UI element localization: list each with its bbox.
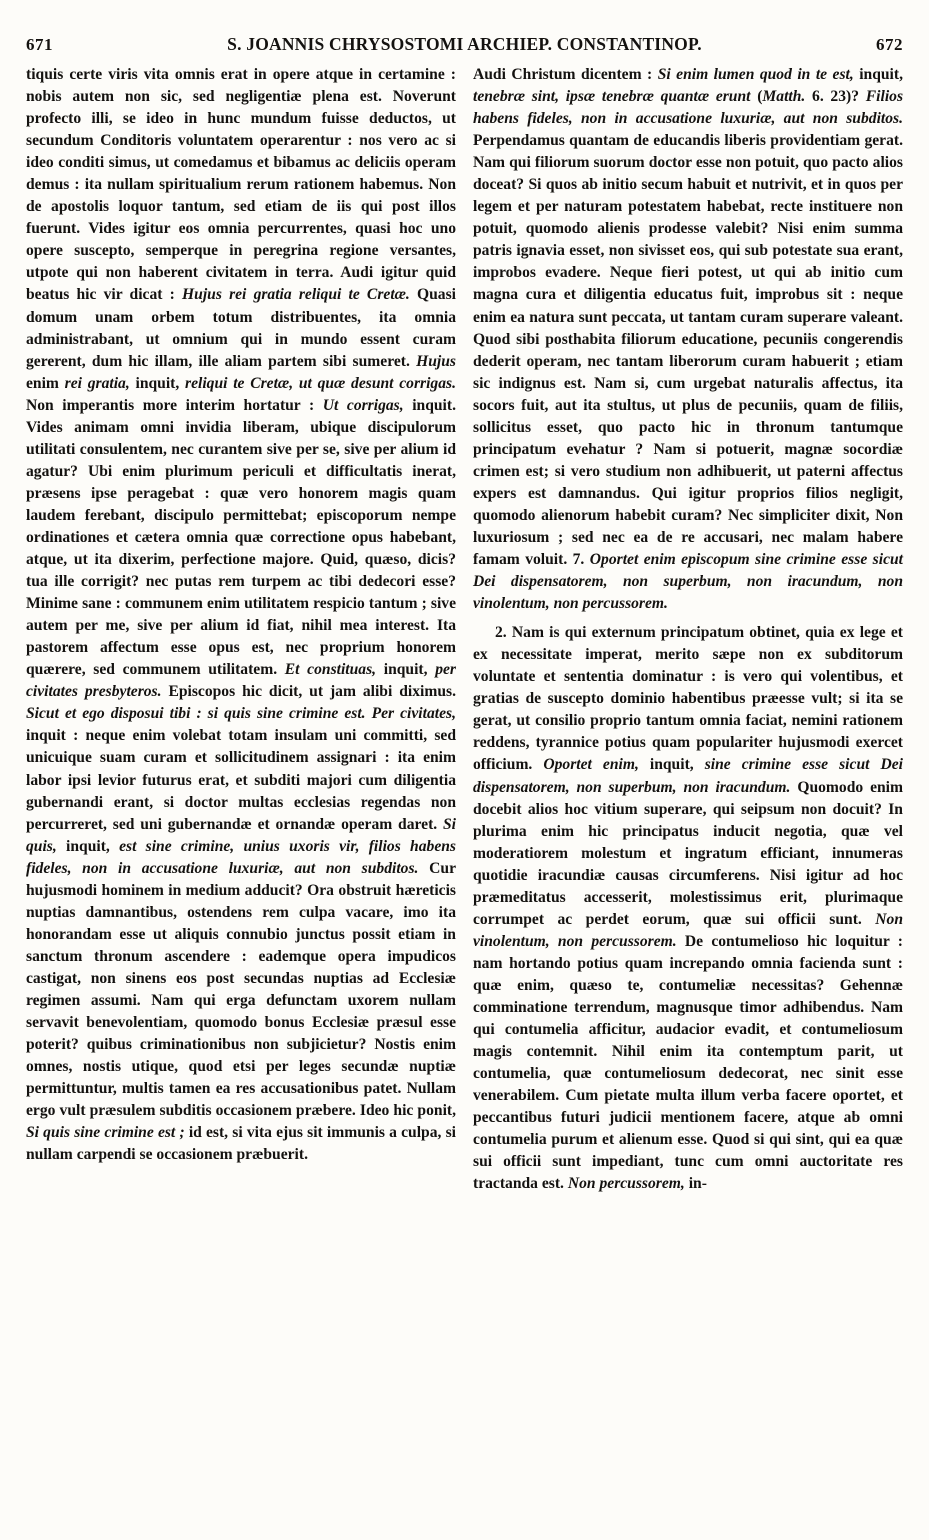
italic-run: Matth. [762, 88, 806, 106]
right-paragraph-1 [473, 64, 903, 615]
running-header [26, 34, 903, 60]
text-run: De contumelioso hic loquitur : nam hortando potius quam increpando omnia facienda sunt : quæ enim, quæso te, contumeliæ necessitas? Gehennæ comminatione terrendum, magnusque timor adhibendus. Nam qui contumelia afficitur, audacior evadit, et contumeliosum magis contemnit. Nihil enim ita contemptum parit, ut contumelia, quæ contumeliosum dedecorat, nec sinit esse venerabilem. Cum pietate multa illum verba facere oportet, et peccantibus futuri judicii mentionem facere, atque ab omni contumelia purum et alienum esse. Quod si qui sint, qui ea quæ sui officii sunt impediant, tunc cum omni auctoritate res tractanda est. [473, 932, 903, 1193]
italic-run: Oportet enim, [543, 756, 639, 774]
right-column [473, 64, 903, 1195]
text-run: inquit, [376, 661, 436, 679]
italic-run: Si quis, [26, 815, 456, 855]
text-run: Audi Christum dicentem : [473, 66, 658, 83]
text-run: Perpendamus quantam de educandis liberis providentiam gerat. Nam qui filiorum suorum doctor esse non potuit, quo pacto alios doceat? Si quos ab initio secum habuit et nutrivit, et in quos per legem et per naturam potestatem habebat, recte instituere non potuit, quomodo alienis prodesse valebit? Nisi enim summa patris ignavia esset, non sivisset eos, qui sub potestate sua erant, improbos evadere. Neque fieri potest, ut qui ab initio cum magna cura et diligentia educatus fuit, improbus sit : neque enim ea natura sunt peccata, ut tantam curam superare valeant. Quod sibi posthabita filiorum educatione, pecuniis congerendis dederit operam, nec tantam liberorum curam habuerit ; etiam sic indignus est. Nam si, cum urgebat naturalis affectus, ita socors fuit, aut ita stultus, ut plus de pecuniis, quam de filiis, sollicitus esset, quo pacto hic in thronum tantumque principatum evehatur ? Nam si potuerit, magnæ socordiæ crimen est; si vero studium non adhibuerit, ut paterni affectus expers est damnandus. Qui igitur proprios filios negligit, quomodo alienorum habebit curam? Nec simpliciter dixit, Non luxuriosum ; sed nec ea de re accusari, nec malam habere famam voluit. 7. [473, 132, 903, 569]
left-paragraph-1 [26, 64, 456, 1166]
text-run: Episcopos hic dicit, ut jam alibi diximus. [161, 683, 456, 701]
text-run: 2. Nam is qui externum principatum obtinet, quia ex lege et ex necessitate imperat, merito sæpe non ex subditorum voluntate et sententia dominatur : is vero qui volentibus, et gratias de suscepto dominio habentibus præesse vult; si ita se gerat, ut consilio proprio tantum omnia faciat, nemini rationem reddens, tyrannice potius quam populariter hujusmodi exercet officium. [473, 624, 903, 774]
text-run: inquit, [638, 756, 705, 774]
italic-run: Oportet enim episcopum sine crimine esse sicut Dei dispensatorem, non superbum, non iracundum, non vinolentum, non percussorem. [473, 551, 903, 613]
page-number-right: 672 [876, 35, 903, 54]
right-paragraph-2 [473, 622, 903, 1195]
italic-run: Hujus [416, 352, 456, 370]
text-run: inquit, [129, 374, 186, 392]
italic-run: Non vinolentum, non percussorem. [473, 910, 903, 950]
italic-run: Filios habens fideles, non in accusatione luxuriæ, aut non subditos. [473, 88, 904, 128]
text-run: 6. 23)? [805, 88, 866, 106]
italic-run: rei gratia, [64, 374, 130, 392]
text-run: enim [26, 374, 65, 392]
italic-run: Si quis sine crimine est ; [26, 1124, 185, 1142]
text-run: inquit, [853, 66, 903, 83]
page-number-left: 671 [26, 35, 53, 54]
text-run: Quomodo enim docebit alios hoc vitium superare, qui seipsum non docuit? In plurima enim hic principatus inducit negotia, quæ vel moderatiorem molestum et ingratum efficiant, innumeras quotidie iracundiæ causas circumferens. Nisi igitur ad hoc præmeditatus accesserit, molestissimus erit, plurimaque corrumpet ac perdet eorum, quæ sui officii sunt. [473, 778, 903, 928]
text-run: id est, si vita ejus sit immunis a culpa, si nullam carpendi se occasionem præbuerit. [26, 1124, 456, 1164]
italic-run: reliqui te Cretæ, ut quæ desunt corrigas. [185, 374, 456, 392]
running-title: S. JOANNIS CHRYSOSTOMI ARCHIEP. CONSTANTINOP. [227, 34, 702, 54]
italic-run: est sine crimine, unius uxoris vir, filios habens fideles, non in accusatione luxuriæ, aut non subditos. [26, 837, 456, 877]
italic-run: Si enim lumen quod in te est, [657, 66, 854, 83]
italic-run: Et constituas, [284, 661, 377, 679]
text-run: Cur hujusmodi hominem in medium adducit? Ora obstruit hæreticis nuptias damnantibus, ostendens rem culpa vacare, imo ita honorandam esse ut aliquis connubio junctus possit etiam in sanctum thronum ascendere : eademque opera impudicos castigat, non sinens eos post secundas nuptias ad Ecclesiæ regimen assumi. Nam qui erga defunctam uxorem nullam servavit benevolentiam, quomodo bonus Ecclesiæ præsul esse poterit? quibus criminationibus non subjicietur? Nostis enim omnes, nostis utique, quod etsi per leges secundæ nuptiæ permittuntur, multis tamen ea res accusationibus patet. Nullam ergo vult præsulem subditis occasionem præbere. Ideo hic ponit, [26, 859, 457, 1120]
text-run: in- [684, 1175, 707, 1193]
text-run: Quasi domum unam orbem totum distribuentes, ita omnia administrabant, ut omnium qui in mundo essent curam gererent, dum hic illam, ille aliam partem sibi sumeret. [26, 286, 456, 370]
text-columns [26, 64, 903, 1195]
text-run: inquit, [56, 837, 120, 855]
italic-run: per civitates presbyteros. [26, 661, 456, 701]
italic-run: tenebræ sint, ipsæ tenebræ quantæ erunt [473, 88, 751, 106]
italic-run: Non percussorem, [567, 1175, 685, 1193]
text-run: ( [750, 88, 763, 106]
italic-run: Sicut et ego disposui tibi : si quis sine crimine est. Per civitates, [26, 705, 456, 723]
italic-run: sine crimine esse sicut Dei dispensatorem, non superbum, non iracundum. [473, 756, 903, 796]
text-run: tiquis certe viris vita omnis erat in opere atque in certamine : nobis autem non sic, sed negligentiæ plena est. Noverunt profecto illi, se ideo in hunc mundum fuisse deductos, ut secundum Conditoris voluntatem operarentur : nos vero ac si ideo conditi simus, ut comedamus et bibamus ac deliciis operam demus : ita nullam spiritualium rerum rationem habemus. Non de apostolis loquor tantum, sed etiam de iis qui post illos fuerunt. Vides igitur eos omnia percurrentes, quasi hoc uno opere suscepto, semperque in peregrina regione versantes, utpote qui non haberent civitatem in terra. Audi igitur quid beatus hic vir dicat : [26, 66, 456, 304]
left-column [26, 64, 456, 1195]
italic-run: Hujus rei gratia reliqui te Cretæ. [182, 286, 410, 304]
text-run: Non imperantis more interim hortatur : [26, 396, 323, 414]
text-run: inquit : neque enim volebat totam insulam uni committi, sed unicuique suam curam et sollicitudinem assignari : ita enim labor ipsi levior futurus erat, et subditi majori cum diligentia gubernandi erant, si doctor multas ecclesias regendas non percurreret, sed uni gubernandæ et ornandæ operam daret. [26, 727, 456, 833]
italic-run: Ut corrigas, [322, 396, 404, 414]
text-run: inquit. Vides animam omni invidia liberam, ubique discipulorum utilitati consulentem, nec curantem sive per se, sive per alium id agatur? Ubi enim plurimum periculi et difficultatis inerat, præsens ipse peragebat : quæ vero honorem magis quam laudem ferebant, discipulo permittebat; episcoporum nempe ordinationes et cætera omnia quæ correctione opus habebant, atque, ut ita dixerim, perfectione majore. Quid, quæso, dicis? tua ille corrigit? nec putas rem turpem ac tibi dedecori esse? Minime sane : communem enim utilitatem respicio tantum ; sive autem per me, sive per alium id fiat, nihil mea interest. Ita pastorem affectum esse opus est, nec proprium honorem quærere, sed communem utilitatem. [26, 396, 456, 679]
